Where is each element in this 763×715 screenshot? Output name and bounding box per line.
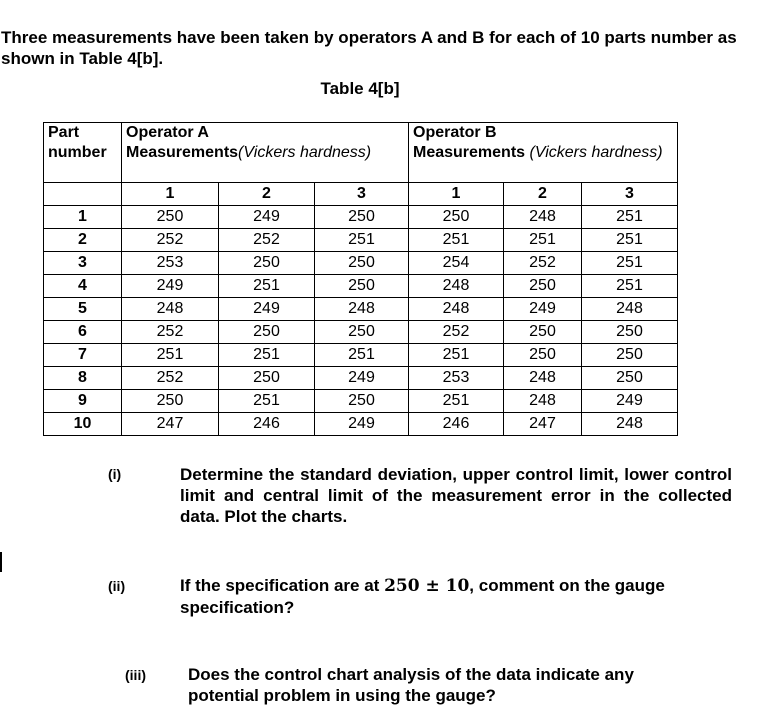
operator-b-header (409, 123, 678, 183)
operator-b-value-cell: 251 (409, 344, 504, 367)
table-row (44, 298, 678, 321)
part-number-cell: 7 (44, 344, 122, 367)
part-number-cell: 9 (44, 390, 122, 413)
intro-paragraph: Three measurements have been taken by operators A and B for each of 10 parts number as shown in Table 4[b]. (1, 28, 737, 68)
operator-b-value-cell: 248 (409, 298, 504, 321)
trial-label: 2 (219, 183, 315, 206)
operator-a-value-cell: 252 (219, 229, 315, 252)
operator-b-value-cell: 248 (582, 413, 678, 436)
trial-label: 1 (409, 183, 504, 206)
operator-a-value-cell: 252 (122, 321, 219, 344)
operator-a-value-cell: 251 (122, 344, 219, 367)
operator-a-value-cell: 247 (122, 413, 219, 436)
operator-b-value-cell: 254 (409, 252, 504, 275)
table-row (44, 252, 678, 275)
operator-a-value-cell: 250 (315, 252, 409, 275)
operator-a-value-cell: 250 (122, 390, 219, 413)
operator-a-value-cell: 250 (315, 206, 409, 229)
table-row (44, 275, 678, 298)
question-2-spec: 250 ± 10 (384, 576, 470, 596)
operator-b-value-cell: 247 (504, 413, 582, 436)
operator-b-value-cell: 250 (504, 344, 582, 367)
trial-label: 3 (315, 183, 409, 206)
operator-a-value-cell: 252 (122, 229, 219, 252)
operator-a-value-cell: 249 (122, 275, 219, 298)
table-row (44, 390, 678, 413)
part-header-line2: number (48, 144, 107, 161)
operator-a-header (122, 123, 409, 183)
operator-b-value-cell: 250 (409, 206, 504, 229)
operator-a-value-cell: 251 (315, 229, 409, 252)
operator-a-subtitle (126, 143, 408, 162)
operator-a-subtitle-bold: Measurements (126, 144, 239, 161)
operator-b-value-cell: 250 (582, 344, 678, 367)
operator-b-value-cell: 251 (582, 252, 678, 275)
trial-label-row (44, 183, 678, 206)
trial-label: 2 (504, 183, 582, 206)
operator-a-value-cell: 249 (219, 298, 315, 321)
question-1-number: (i) (108, 466, 122, 482)
operator-a-value-cell: 250 (122, 206, 219, 229)
operator-a-value-cell: 251 (219, 390, 315, 413)
operator-b-value-cell: 250 (504, 321, 582, 344)
table-row (44, 321, 678, 344)
operator-a-value-cell: 250 (219, 252, 315, 275)
operator-b-value-cell: 252 (504, 252, 582, 275)
operator-a-value-cell: 249 (219, 206, 315, 229)
question-2-text (180, 575, 732, 618)
question-2-text-after: , comment on the gauge specification? (180, 576, 665, 617)
operator-b-value-cell: 250 (582, 367, 678, 390)
operator-b-value-cell: 251 (504, 229, 582, 252)
operator-b-value-cell: 251 (582, 229, 678, 252)
operator-b-value-cell: 248 (504, 390, 582, 413)
part-number-cell: 4 (44, 275, 122, 298)
measurements-table (43, 122, 678, 436)
operator-b-value-cell: 251 (582, 206, 678, 229)
operator-b-value-cell: 248 (504, 206, 582, 229)
part-number-cell: 10 (44, 413, 122, 436)
operator-b-value-cell: 248 (504, 367, 582, 390)
operator-a-value-cell: 248 (315, 298, 409, 321)
question-2-number: (ii) (108, 578, 126, 594)
question-1-text: Determine the standard deviation, upper control limit, lower control limit and central limit of the measurement error in the collected data. Plot the charts. (180, 465, 732, 526)
operator-b-subtitle (413, 143, 677, 162)
operator-b-value-cell: 248 (582, 298, 678, 321)
table-row (44, 344, 678, 367)
trial-label-empty (44, 183, 122, 206)
operator-b-value-cell: 253 (409, 367, 504, 390)
operator-a-value-cell: 250 (219, 321, 315, 344)
operator-a-value-cell: 251 (315, 344, 409, 367)
table-caption: Table 4[b] (320, 79, 400, 98)
operator-a-value-cell: 248 (122, 298, 219, 321)
part-number-header (44, 123, 122, 183)
table-row (44, 367, 678, 390)
part-number-cell: 3 (44, 252, 122, 275)
question-3-number: (iii) (125, 667, 146, 683)
part-number-cell: 2 (44, 229, 122, 252)
question-2-text-before: If the specification are at (180, 576, 385, 595)
part-number-cell: 6 (44, 321, 122, 344)
operator-b-value-cell: 252 (409, 321, 504, 344)
operator-a-subtitle-italic: (Vickers hardness) (238, 144, 372, 161)
operator-a-value-cell: 250 (315, 275, 409, 298)
operator-b-value-cell: 250 (582, 321, 678, 344)
operator-a-value-cell: 250 (219, 367, 315, 390)
operator-a-value-cell: 246 (219, 413, 315, 436)
part-number-cell: 1 (44, 206, 122, 229)
operator-b-value-cell: 249 (582, 390, 678, 413)
operator-a-value-cell: 250 (315, 390, 409, 413)
margin-mark (0, 552, 2, 572)
operator-a-value-cell: 251 (219, 344, 315, 367)
operator-a-value-cell: 252 (122, 367, 219, 390)
operator-b-value-cell: 250 (504, 275, 582, 298)
trial-label: 1 (122, 183, 219, 206)
operator-a-value-cell: 250 (315, 321, 409, 344)
operator-b-subtitle-bold: Measurements (413, 144, 526, 161)
operator-b-value-cell: 251 (409, 390, 504, 413)
operator-b-value-cell: 249 (504, 298, 582, 321)
table-header-row (44, 123, 678, 183)
operator-b-value-cell: 251 (409, 229, 504, 252)
operator-b-subtitle-italic: (Vickers hardness) (529, 144, 663, 161)
part-number-cell: 8 (44, 367, 122, 390)
trial-label: 3 (582, 183, 678, 206)
table-row (44, 206, 678, 229)
table-row (44, 413, 678, 436)
part-header-line1: Part (48, 124, 80, 141)
question-3-text: Does the control chart analysis of the data indicate any potential problem in using the gauge? (188, 665, 634, 705)
operator-b-value-cell: 246 (409, 413, 504, 436)
table-body (44, 206, 678, 436)
operator-a-value-cell: 253 (122, 252, 219, 275)
operator-a-title: Operator A (126, 124, 209, 141)
table-row (44, 229, 678, 252)
operator-b-value-cell: 251 (582, 275, 678, 298)
operator-b-value-cell: 248 (409, 275, 504, 298)
operator-a-value-cell: 249 (315, 367, 409, 390)
operator-a-value-cell: 249 (315, 413, 409, 436)
operator-b-title: Operator B (413, 124, 497, 141)
part-number-cell: 5 (44, 298, 122, 321)
operator-a-value-cell: 251 (219, 275, 315, 298)
